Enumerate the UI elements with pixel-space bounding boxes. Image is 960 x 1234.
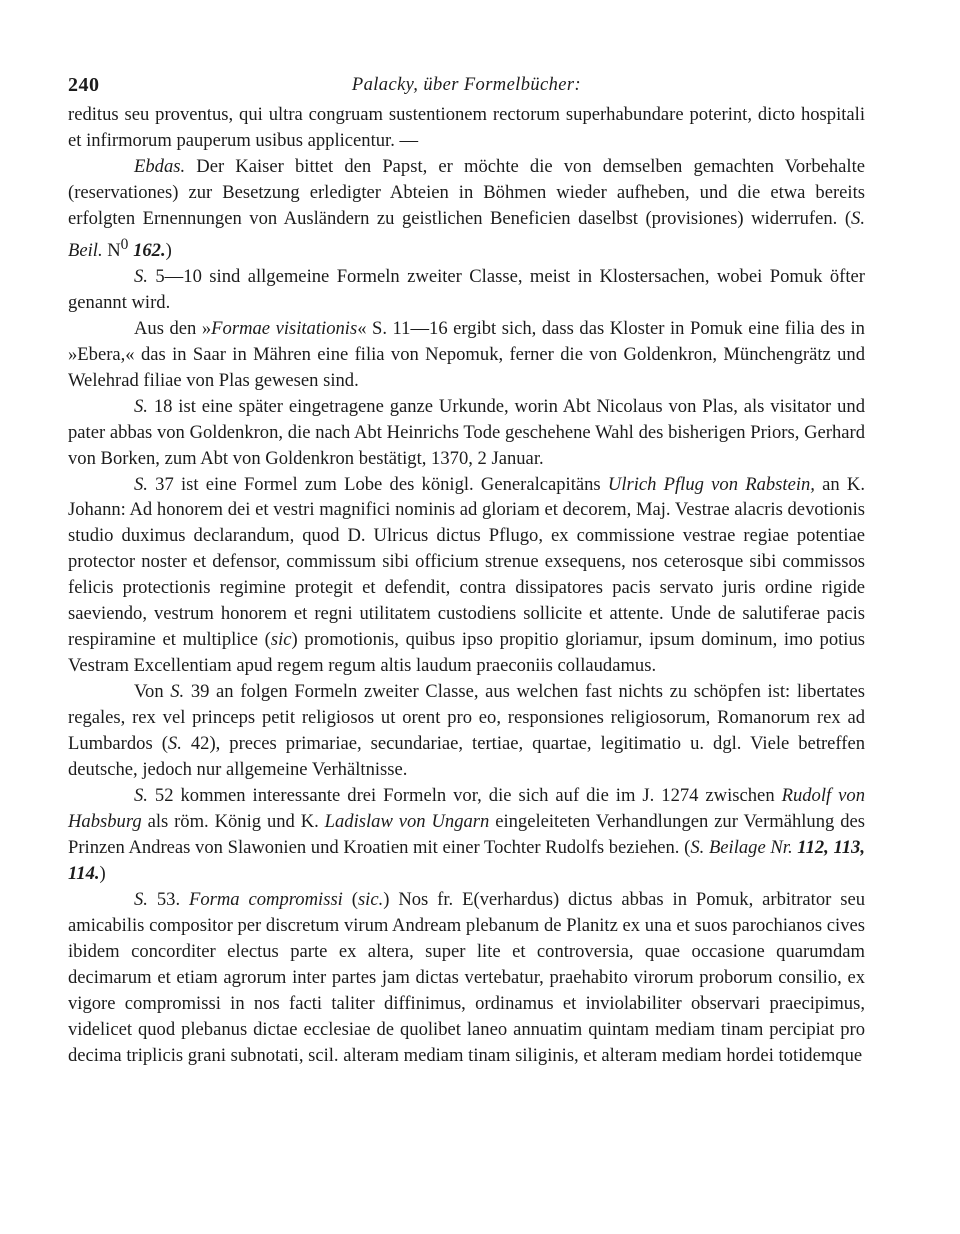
- text-run: 18 ist eine später eingetragene ganze Urkunde, worin Abt Nicolaus von Plas, als visitator und pater abbas von Goldenkron, die nach Abt Heinrichs Tode geschehene Wahl des bisherigen Priors, Gerhard von Borken, zum Abt von Goldenkron bestätigt, 1370, 2 Januar.: [68, 395, 865, 469]
- paragraph: [68, 102, 865, 154]
- bold-reference: 112, 113, 114.: [68, 836, 865, 884]
- body-text: [68, 102, 865, 1068]
- text-run: eingeleiteten Verhandlungen zur Vermählung des Prinzen Andreas von Slawonien und Kroatien mit einer Tochter Rudolfs beziehen. (: [68, 810, 865, 858]
- italic-text: S.: [167, 733, 182, 755]
- text-run: (: [342, 888, 358, 910]
- italic-text: S. Beilage Nr.: [690, 836, 793, 858]
- italic-text: Ulrich Pflug von Rabstein,: [607, 473, 815, 495]
- text-run: ): [99, 862, 106, 884]
- italic-text: Rudolf von Habsburg: [68, 784, 865, 832]
- paragraph: [68, 316, 865, 394]
- text-run: reditus seu proventus, qui ultra congruam sustentionem rectorum superhabundare poterint, dicto hospitali et infirmorum pauperum usibus applicentur. —: [68, 104, 865, 151]
- text-run: Der Kaiser bittet den Papst, er möchte die von demselben gemachten Vorbehalte (reservationes) zur Besetzung erledigter Abteien in Böhmen wieder aufheben, und die etwa bereits erfolgten Ernennungen von Ausländern zu geistlichen Beneficien daselbst (provisiones) widerrufen. (: [68, 155, 865, 229]
- paragraph: [68, 887, 865, 1069]
- italic-text: S. Beil.: [68, 207, 865, 261]
- paragraph: [68, 154, 865, 264]
- italic-text: S.: [134, 888, 148, 910]
- page-header: [68, 70, 865, 100]
- text-run: Aus den »: [134, 317, 212, 339]
- paragraph: [68, 472, 865, 680]
- italic-text: S.: [134, 265, 148, 287]
- italic-text: S.: [134, 784, 148, 806]
- italic-text: S.: [170, 681, 185, 703]
- text-run: 39 an folgen Formeln zweiter Classe, aus welchen fast nichts zu schöpfen ist: libertates regales, rex vel princeps petit religiosos ut orent pro eo, responsiones religiosorum, Romanorum rex ad Lumbardos (: [68, 681, 865, 755]
- page-number: 240: [68, 74, 100, 96]
- text-run: 37 ist eine Formel zum Lobe des königl. Generalcapitäns: [147, 473, 608, 495]
- italic-text: S.: [134, 395, 148, 417]
- italic-text: Ladislaw von Ungarn: [324, 810, 490, 832]
- italic-text: Ebdas.: [134, 155, 186, 177]
- text-run: ) Nos fr. E(verhardus) dictus abbas in Pomuk, arbitrator seu amicabilis compositor per discretum virum Andream plebanum de Planitz ex una et suos parochianos cives ibidem concorditer electus parte ex altera, super lite et controversia, quae occasione quarumdam decimarum et etiam agrorum inter partes jam dictas vertebatur, praehabito virorum proborum consilio, ex vigore compromissi in nos facti taliter diffinimus, ordinamus et inviolabiliter observari praecipimus, videlicet quod plebanus dictae ecclesiae de quolibet laneo annuatim quintam mediam tinam percipiat pro decima triplicis grani subnotati, scil. alteram mediam tinam siliginis, et alteram mediam hordei totidemque: [68, 888, 865, 1066]
- book-page: [68, 70, 865, 1068]
- italic-text: Forma compromissi: [188, 888, 343, 910]
- superscript: 0: [120, 235, 129, 253]
- text-run: N: [102, 239, 121, 261]
- italic-text: sic: [270, 629, 292, 651]
- text-run: an K. Johann: Ad honorem dei et vestri magnifici nominis ad gloriam et decorem, Maj. Vestrae alacris devotionis studio duximus declarandum, quod D. Ulricus dictus Pflugo, ex commissione vestrae regiae potentiae protector noster et defensor, commissum sibi officium strenue exsequens, nos ceterosque sibi commissos felicis protectionis regimine protegit et defendit, contra dissipatores pacis servato juris ordine rigide saeviendo, vestrum honorem et regni utilitatem custodiens sollicite et attente. Unde de salutiferae pacis respiramine et multiplice (: [68, 473, 865, 651]
- paragraph: [68, 264, 865, 316]
- italic-text: sic.: [357, 888, 384, 910]
- paragraph: [68, 394, 865, 472]
- text-run: « S. 11—16 ergibt sich, dass das Kloster in Pomuk eine filia des in »Ebera,« das in Saar in Mähren eine filia von Nepomuk, ferner die von Goldenkron, Münchengrätz und Welehrad filiae von Plas gewesen sind.: [68, 317, 865, 391]
- paragraph: [68, 679, 865, 783]
- italic-text: S.: [134, 473, 148, 495]
- text-run: 5—10 sind allgemeine Formeln zweiter Classe, meist in Klostersachen, wobei Pomuk öfter genannt wird.: [68, 265, 865, 313]
- text-run: ) promotionis, quibus ipso propitio gloriamur, ipsum dominum, imo potius Vestram Excellentiam apud regem regum altis laudum praeconiis collaudamus.: [68, 629, 865, 677]
- paragraph: [68, 783, 865, 887]
- text-run: ): [165, 239, 172, 261]
- text-run: 42), preces primariae, secundariae, tertiae, quartae, legitimatio u. dgl. Viele betreffen deutsche, jedoch nur allgemeine Verhältnisse.: [68, 733, 866, 781]
- text-run: 52 kommen interessante drei Formeln vor, die sich auf die im J. 1274 zwischen: [147, 784, 782, 806]
- text-run: als röm. König und K.: [141, 810, 325, 832]
- italic-text: Formae visitationis: [211, 317, 358, 339]
- text-run: 53.: [147, 888, 189, 910]
- running-head: Palacky, über Formelbücher:: [351, 75, 582, 95]
- bold-reference: 162.: [133, 239, 166, 261]
- text-run: Von: [134, 681, 171, 703]
